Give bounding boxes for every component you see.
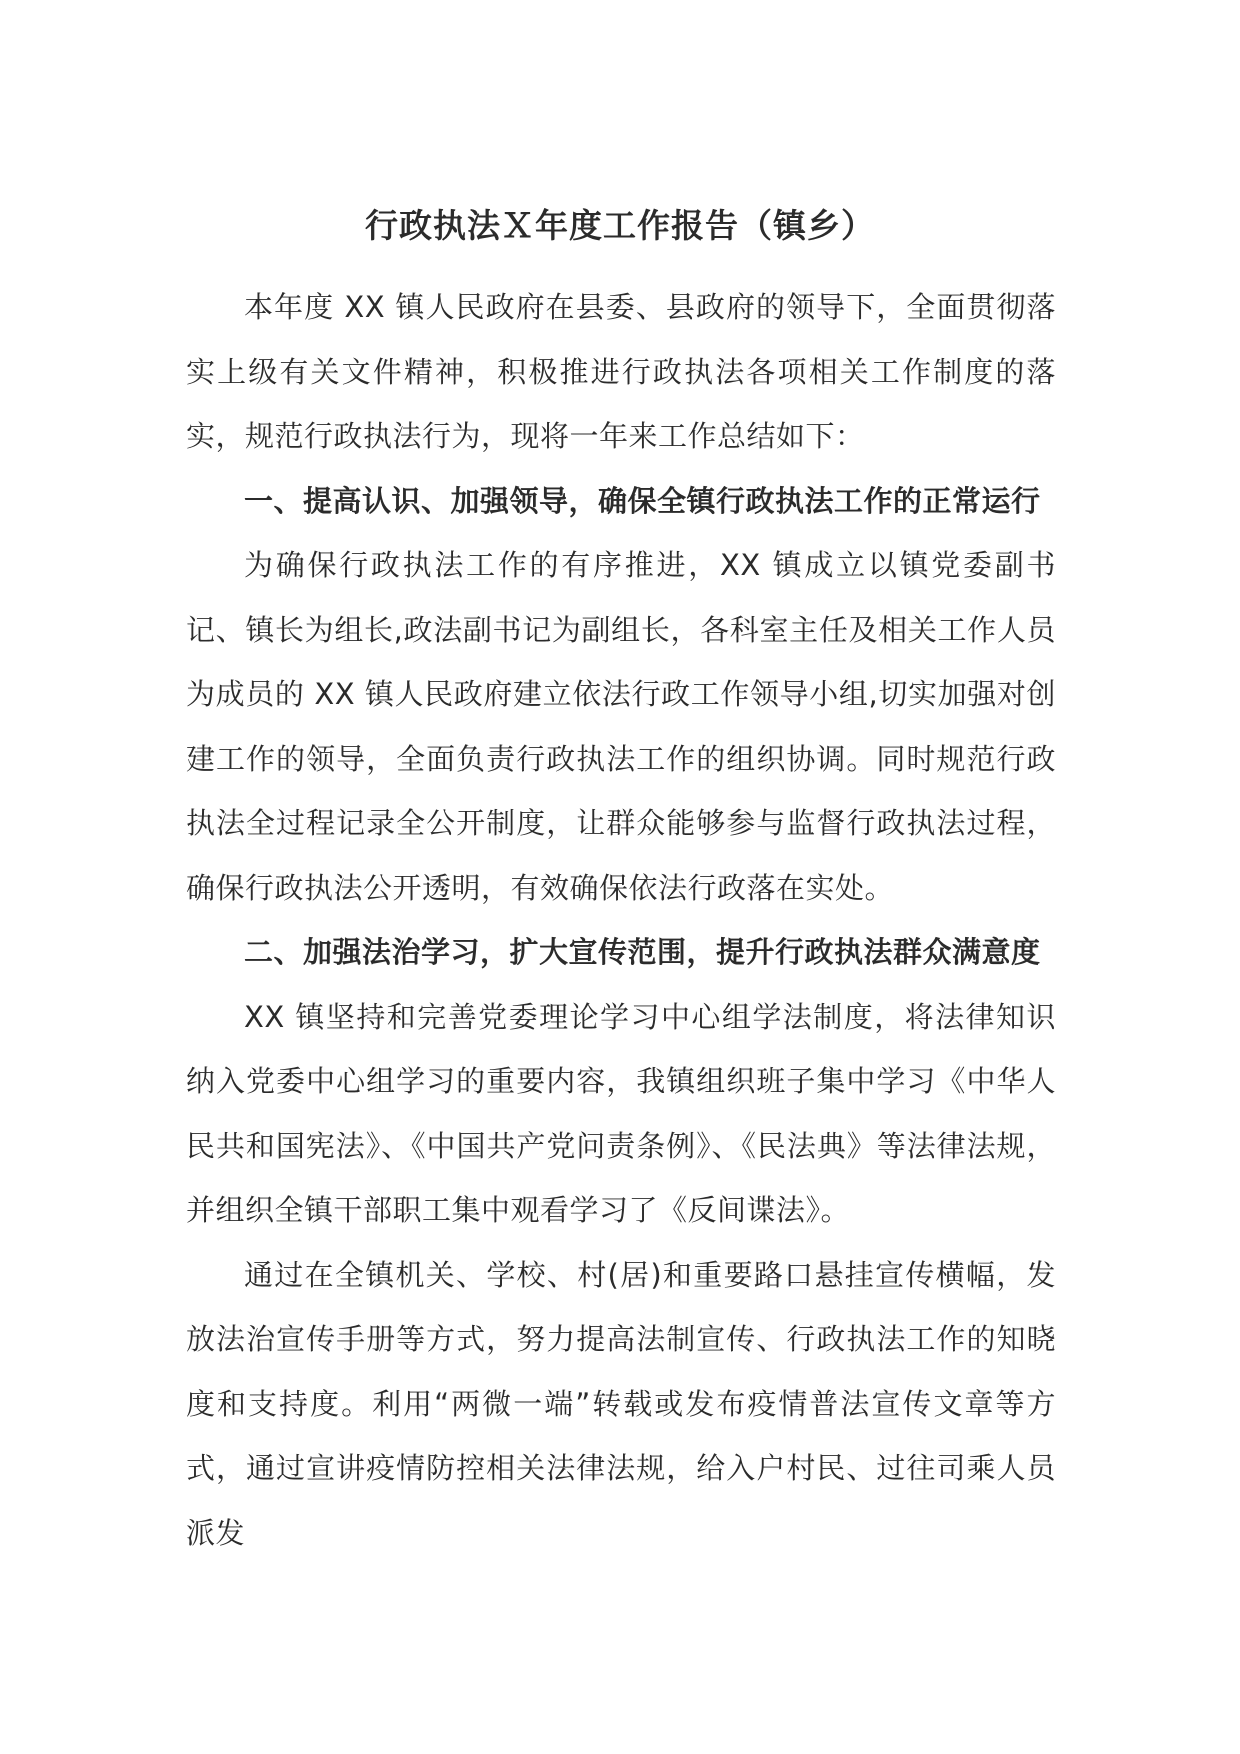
section-2-paragraph-1: XX 镇坚持和完善党委理论学习中心组学法制度，将法律知识纳入党委中心组学习的重要内容，我镇组织班子集中学习《中华人民共和国宪法》、《中国共产党问责条例》、《民法典》等法律法规，并组织全镇干部职工集中观看学习了《反间谍法》。 (186, 999, 1056, 1227)
intro-paragraph: 本年度 XX 镇人民政府在县委、县政府的领导下，全面贯彻落实上级有关文件精神，积极推进行政执法各项相关工作制度的落实，规范行政执法行为，现将一年来工作总结如下： (186, 290, 1056, 453)
document-body (186, 275, 1056, 1565)
section-heading-2: 二、加强法治学习，扩大宣传范围，提升行政执法群众满意度 (244, 935, 1041, 969)
section-heading-1: 一、提高认识、加强领导，确保全镇行政执法工作的正常运行 (244, 483, 1041, 518)
section-1-paragraph: 为确保行政执法工作的有序推进，XX 镇成立以镇党委副书记、镇长为组长,政法副书记为副组长，各科室主任及相关工作人员为成员的 XX 镇人民政府建立依法行政工作领导小组,切实加强对创建工作的领导，全面负责行政执法工作的组织协调。同时规范行政执法全过程记录全公开制度，让群众能够参与监督行政执法过程，确保行政执法公开透明，有效确保依法行政落在实处。 (186, 548, 1056, 905)
section-2-paragraph-2: 通过在全镇机关、学校、村(居)和重要路口悬挂宣传横幅，发放法治宣传手册等方式，努力提高法制宣传、行政执法工作的知晓度和支持度。利用“两微一端”转载或发布疫情普法宣传文章等方式，通过宣讲疫情防控相关法律法规，给入户村民、过往司乘人员派发 (186, 1257, 1056, 1550)
document-title: 行政执法Ｘ年度工作报告（镇乡） (365, 206, 875, 245)
